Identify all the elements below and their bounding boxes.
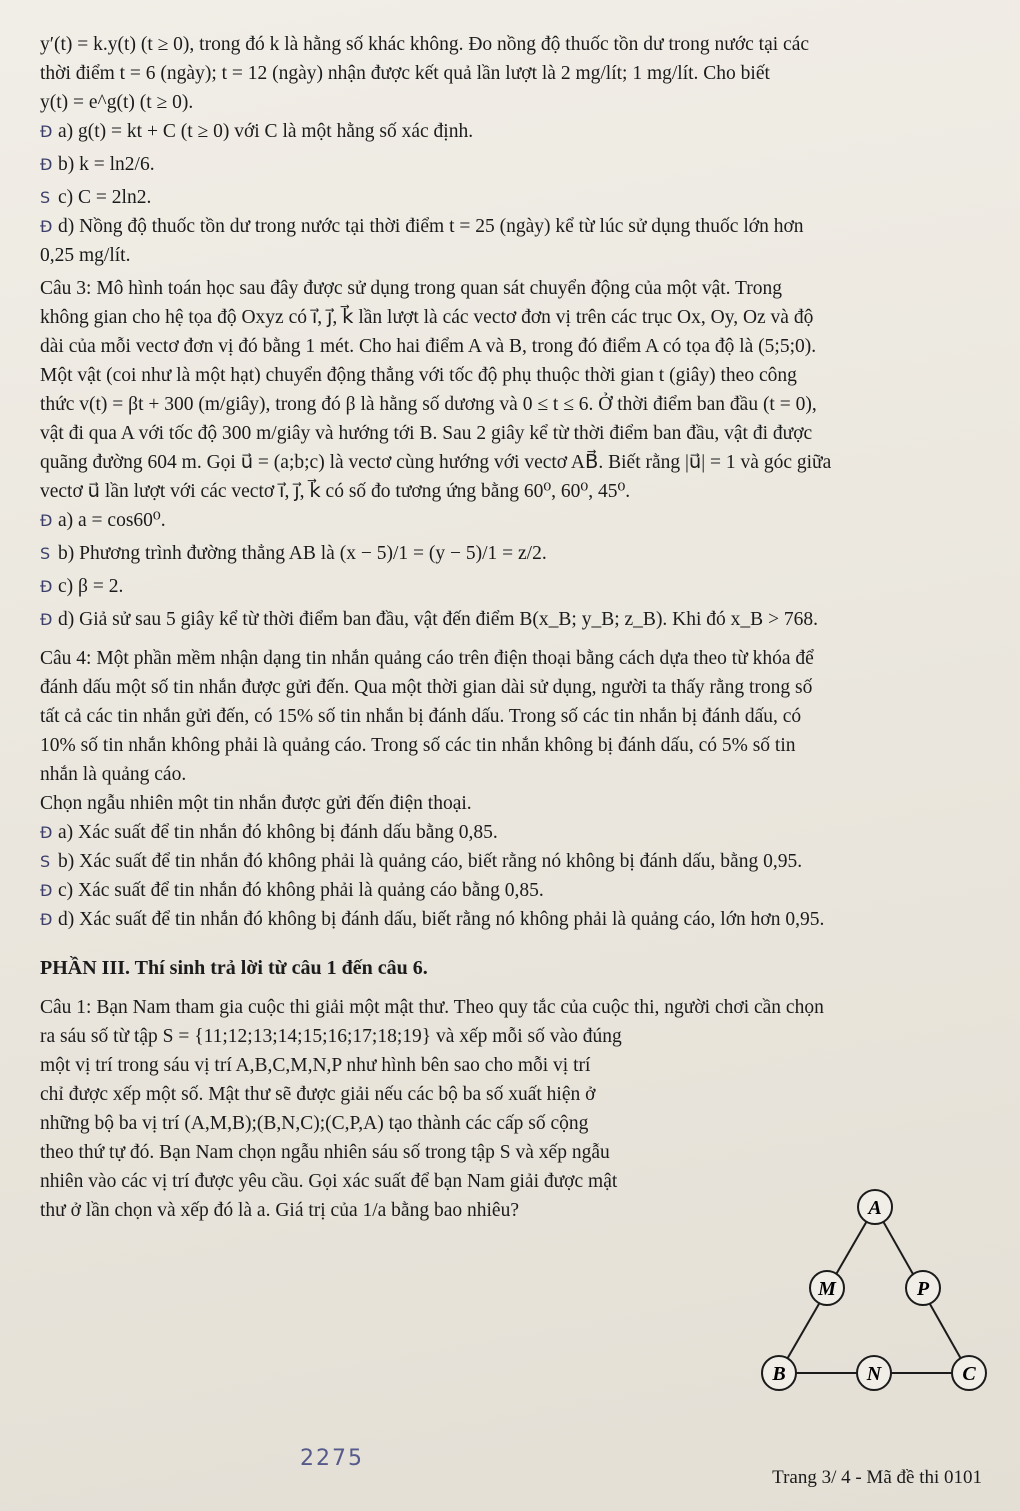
node-label: C (962, 1363, 976, 1385)
text-line: thời điểm t = 6 (ngày); t = 12 (ngày) nhận được kết quả lần lượt là 2 mg/lít; 1 mg/lít. Cho biết (40, 63, 770, 84)
option-text: b) Xác suất để tin nhắn đó không phải là quảng cáo, biết rằng nó không bị đánh dấu, bằng 0,95. (58, 851, 803, 872)
node-n (857, 1356, 891, 1390)
p3q1-first-line: Câu 1: Bạn Nam tham gia cuộc thi giải một mật thư. Theo quy tắc của cuộc thi, người chơi cần chọn (40, 997, 824, 1018)
q2-option-c (40, 183, 985, 212)
handwritten-mark: Đ (40, 823, 53, 842)
handwritten-mark: Đ (40, 610, 53, 629)
handwritten-mark: S (40, 852, 51, 871)
triangle-diagram (755, 1185, 995, 1400)
handwritten-mark: Đ (40, 155, 53, 174)
q3-line: vectơ u⃗ lần lượt với các vectơ i⃗, j⃗, k⃗ có số đo tương ứng bằng 60⁰, 60⁰, 45⁰. (40, 481, 631, 502)
p3q1-line: ra sáu số từ tập S = {11;12;13;14;15;16;17;18;19} và xếp mỗi số vào đúng (40, 1026, 622, 1047)
handwritten-answer: 2275 (300, 1446, 364, 1471)
handwritten-mark: Đ (40, 881, 53, 900)
handwritten-mark: S (40, 188, 51, 207)
q3-option-c (40, 572, 985, 601)
node-p (906, 1271, 940, 1305)
handwritten-mark: Đ (40, 122, 53, 141)
p3q1-line: một vị trí trong sáu vị trí A,B,C,M,N,P như hình bên sao cho mỗi vị trí (40, 1055, 591, 1076)
q3-line: quãng đường 604 m. Gọi u⃗ = (a;b;c) là vectơ cùng hướng với vectơ AB⃗. Biết rằng |u⃗| = 1 và góc giữa (40, 452, 832, 473)
p3q1-line: những bộ ba vị trí (A,M,B);(B,N,C);(C,P,A) tạo thành các cấp số cộng (40, 1113, 589, 1134)
node-a (858, 1190, 892, 1224)
q4-option-a (40, 818, 985, 847)
text-line: y(t) = e^g(t) (t ≥ 0). (40, 92, 194, 113)
q2-option-a (40, 117, 985, 146)
option-text: a) g(t) = kt + C (t ≥ 0) với C là một hằng số xác định. (58, 121, 474, 142)
option-text: b) Phương trình đường thẳng AB là (x − 5)/1 = (y − 5)/1 = z/2. (58, 543, 547, 564)
q3-line: dài của mỗi vectơ đơn vị đó bằng 1 mét. Cho hai điểm A và B, trong đó điểm A có tọa độ là (5;5;0). (40, 336, 817, 357)
option-text: c) β = 2. (58, 576, 124, 597)
q3-line: Câu 3: Mô hình toán học sau đây được sử dụng trong quan sát chuyển động của một vật. Trong (40, 278, 783, 299)
q4-line: tất cả các tin nhắn gửi đến, có 15% số tin nhắn bị đánh dấu. Trong số các tin nhắn bị đánh dấu, có (40, 706, 802, 727)
node-label: A (868, 1197, 882, 1219)
handwritten-mark: Đ (40, 910, 53, 929)
q2-option-b (40, 150, 985, 179)
node-label: N (866, 1363, 882, 1385)
text-line: y′(t) = k.y(t) (t ≥ 0), trong đó k là hằng số khác không. Đo nồng độ thuốc tồn dư trong nước tại các (40, 34, 810, 55)
q3-option-b (40, 539, 985, 568)
q2-option-d (40, 212, 985, 241)
p3q1-line: chỉ được xếp một số. Mật thư sẽ được giải nếu các bộ ba số xuất hiện ở (40, 1084, 596, 1105)
node-label: B (772, 1363, 786, 1385)
node-m (810, 1271, 844, 1305)
option-text: c) C = 2ln2. (58, 187, 152, 208)
q3-option-a (40, 506, 985, 535)
node-label: M (818, 1278, 836, 1300)
option-text: d) Giả sử sau 5 giây kể từ thời điểm ban đầu, vật đến điểm B(x_B; y_B; z_B). Khi đó x_B > 768. (58, 609, 819, 630)
option-text: b) k = ln2/6. (58, 154, 155, 175)
p3q1-line: nhiên vào các vị trí được yêu cầu. Gọi xác suất để bạn Nam giải được mật (40, 1171, 618, 1192)
p3q1-line: thư ở lần chọn và xếp đó là a. Giá trị của 1/a bằng bao nhiêu? (40, 1200, 519, 1221)
q4-line: đánh dấu một số tin nhắn được gửi đến. Qua một thời gian dài sử dụng, người ta thấy rằng trong số (40, 677, 813, 698)
handwritten-mark: Đ (40, 217, 53, 236)
node-b (762, 1356, 796, 1390)
option-text: c) Xác suất để tin nhắn đó không phải là quảng cáo bằng 0,85. (58, 880, 544, 901)
page-footer: Trang 3/ 4 - Mã đề thi 0101 (772, 1467, 982, 1488)
option-text: a) a = cos60⁰. (58, 510, 166, 531)
part3-heading: PHẦN III. Thí sinh trả lời từ câu 1 đến câu 6. (40, 957, 428, 979)
option-text: d) Xác suất để tin nhắn đó không bị đánh dấu, biết rằng nó không phải là quảng cáo, lớn hơn 0,95. (58, 909, 825, 930)
q4-option-d (40, 905, 985, 934)
q3-line: Một vật (coi như là một hạt) chuyển động thẳng với tốc độ phụ thuộc thời gian t (giây) theo công (40, 365, 797, 386)
p3q1-line: theo thứ tự đó. Bạn Nam chọn ngẫu nhiên sáu số trong tập S và xếp ngẫu (40, 1142, 610, 1163)
q3-line: thức v(t) = βt + 300 (m/giây), trong đó β là hằng số dương và 0 ≤ t ≤ 6. Ở thời điểm ban đầu (t = 0), (40, 394, 817, 415)
p3q1-body (40, 1022, 745, 1225)
node-label: P (916, 1278, 930, 1300)
q3-line: vật đi qua A với tốc độ 300 m/giây và hướng tới B. Sau 2 giây kể từ thời điểm ban đầu, vật đi được (40, 423, 813, 444)
option-text: d) Nồng độ thuốc tồn dư trong nước tại thời điểm t = 25 (ngày) kể từ lúc sử dụng thuốc lớn hơn (58, 216, 804, 237)
q3-line: không gian cho hệ tọa độ Oxyz có i⃗, j⃗, k⃗ lần lượt là các vectơ đơn vị trên các trục Ox, Oy, Oz và độ (40, 307, 814, 328)
q4-option-c (40, 876, 985, 905)
q4-line: Chọn ngẫu nhiên một tin nhắn được gửi đến điện thoại. (40, 793, 472, 814)
q4-option-b (40, 847, 985, 876)
handwritten-mark: Đ (40, 577, 53, 596)
handwritten-mark: S (40, 544, 51, 563)
handwritten-mark: Đ (40, 511, 53, 530)
option-text: a) Xác suất để tin nhắn đó không bị đánh dấu bằng 0,85. (58, 822, 498, 843)
text-line: 0,25 mg/lít. (40, 245, 131, 266)
q4-line: 10% số tin nhắn không phải là quảng cáo. Trong số các tin nhắn không bị đánh dấu, có 5% số tin (40, 735, 796, 756)
node-c (952, 1356, 986, 1390)
q4-line: nhắn là quảng cáo. (40, 764, 187, 785)
q4-line: Câu 4: Một phần mềm nhận dạng tin nhắn quảng cáo trên điện thoại bằng cách dựa theo từ khóa để (40, 648, 814, 669)
page-content (40, 30, 985, 1225)
q3-option-d (40, 605, 985, 634)
